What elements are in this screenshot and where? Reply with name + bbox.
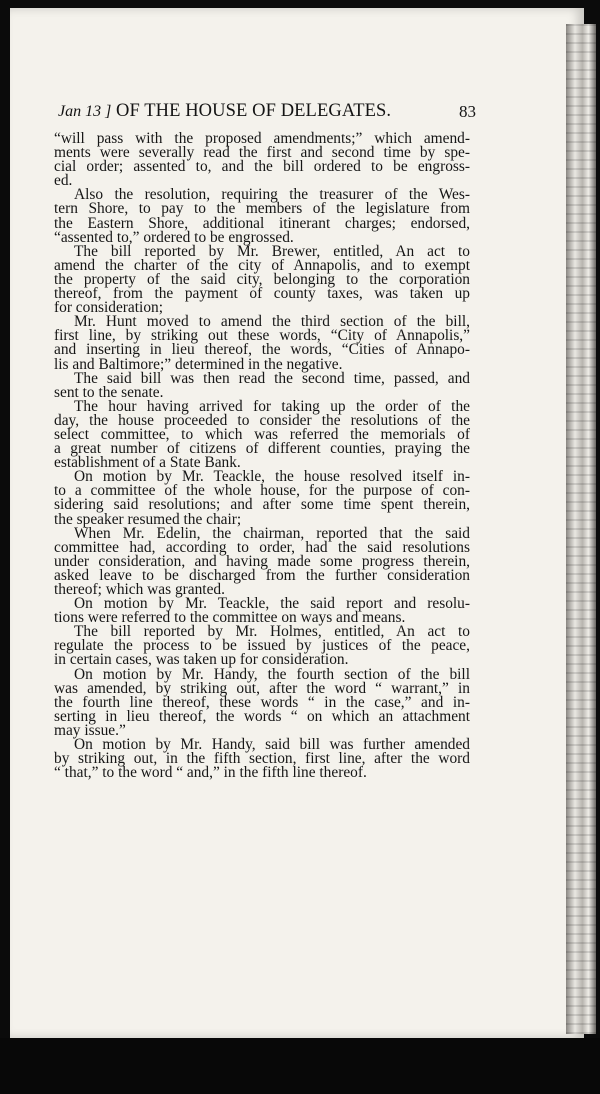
- text-line: committee had, according to order, had the said resolutions: [54, 538, 470, 556]
- text-line: The said bill was then read the second time, passed, and: [74, 369, 470, 387]
- paragraph: [54, 524, 470, 598]
- text-line: thereof, from the payment of county taxes, was taken up: [54, 285, 470, 303]
- text-line: On motion by Mr. Teackle, the said report and resolu-: [74, 595, 470, 613]
- text-line: day, the house proceeded to consider the resolutions of the: [54, 411, 470, 429]
- text-line: for consideration;: [54, 299, 163, 317]
- text-line: cial order; assented to, and the bill ordered to be engross-: [54, 158, 470, 176]
- text-line: select committee, to which was referred the memorials of: [54, 425, 470, 443]
- scan-background: [0, 1038, 600, 1094]
- paragraph: [54, 625, 470, 667]
- paragraph: [54, 665, 470, 739]
- text-line: The bill reported by Mr. Brewer, entitled, An act to: [74, 242, 470, 260]
- paragraph: [54, 132, 470, 188]
- text-line: to a committee of the whole house, for the purpose of con-: [54, 482, 470, 500]
- text-line: The hour having arrived for taking up the order of the: [74, 397, 470, 415]
- text-line: regulate the process to be issued by justices of the peace,: [54, 637, 470, 655]
- text-line: may issue.”: [54, 721, 126, 739]
- running-header: [58, 101, 476, 127]
- page-number: 83: [459, 102, 476, 121]
- text-line: On motion by Mr. Teackle, the house resolved itself in-: [74, 468, 470, 486]
- text-line: ed.: [54, 172, 73, 190]
- text-line: The bill reported by Mr. Holmes, entitled, An act to: [74, 623, 470, 641]
- text-line: thereof; which was granted.: [54, 581, 225, 598]
- text-line: On motion by Mr. Handy, the fourth section of the bill: [74, 665, 470, 683]
- paragraph: [54, 369, 470, 401]
- text-line: amend the charter of the city of Annapolis, and to exempt: [54, 256, 470, 274]
- text-line: tern Shore, to pay to the members of the legislature from: [54, 200, 470, 218]
- text-line: first line, by striking out these words, “City of Annapolis,”: [54, 327, 470, 345]
- text-line: lis and Baltimore;” determined in the negative.: [54, 355, 343, 373]
- body-text: [54, 132, 470, 780]
- text-line: the fourth line thereof, these words “ in the case,” and in-: [54, 693, 470, 711]
- text-line: the Eastern Shore, additional itinerant charges; endorsed,: [54, 214, 470, 232]
- text-line: by striking out, in the fifth section, first line, after the word: [54, 750, 470, 768]
- text-line: “assented to,” ordered to be engrossed.: [54, 228, 294, 246]
- text-line: Also the resolution, requiring the treasurer of the Wes-: [74, 186, 470, 204]
- text-line: sidering said resolutions; and after some time spent therein,: [54, 496, 470, 514]
- text-line: Mr. Hunt moved to amend the third section of the bill,: [74, 313, 470, 331]
- book-spine-edge: [566, 24, 596, 1034]
- text-line: under consideration, and having made some progress therein,: [54, 552, 470, 570]
- text-line: ments were severally read the first and second time by spe-: [54, 144, 470, 162]
- text-line: sent to the senate.: [54, 383, 164, 401]
- text-line: the speaker resumed the chair;: [54, 510, 242, 528]
- text-line: was amended, by striking out, after the word “ warrant,” in: [54, 679, 470, 697]
- text-line: “ that,” to the word “ and,” in the fifth line thereof.: [54, 764, 367, 782]
- paragraph: [54, 242, 470, 317]
- text-line: “will pass with the proposed amendments;” which amend-: [54, 130, 470, 147]
- paragraph: [54, 597, 470, 625]
- paragraph: [54, 470, 470, 526]
- text-line: establishment of a State Bank.: [54, 454, 241, 472]
- text-line: in certain cases, was taken up for consideration.: [54, 651, 349, 669]
- text-line: a great number of citizens of different counties, praying the: [54, 440, 470, 458]
- paragraph: [54, 738, 470, 780]
- header-date: Jan 13 ]: [58, 103, 112, 120]
- paragraph: [54, 397, 470, 472]
- text-line: the property of the said city, belonging to the corporation: [54, 270, 470, 288]
- paragraph: [54, 315, 470, 371]
- text-line: On motion by Mr. Handy, said bill was further amended: [74, 736, 470, 754]
- text-line: When Mr. Edelin, the chairman, reported that the said: [74, 524, 470, 542]
- text-line: and inserting in lieu thereof, the words, “Cities of Annapo-: [54, 341, 470, 359]
- header-title: OF THE HOUSE OF DELEGATES.: [116, 101, 392, 121]
- paragraph: [54, 188, 470, 244]
- text-line: tions were referred to the committee on ways and means.: [54, 609, 406, 627]
- text-line: serting in lieu thereof, the words “ on which an attachment: [54, 707, 470, 725]
- text-line: asked leave to be discharged from the further consideration: [54, 566, 470, 584]
